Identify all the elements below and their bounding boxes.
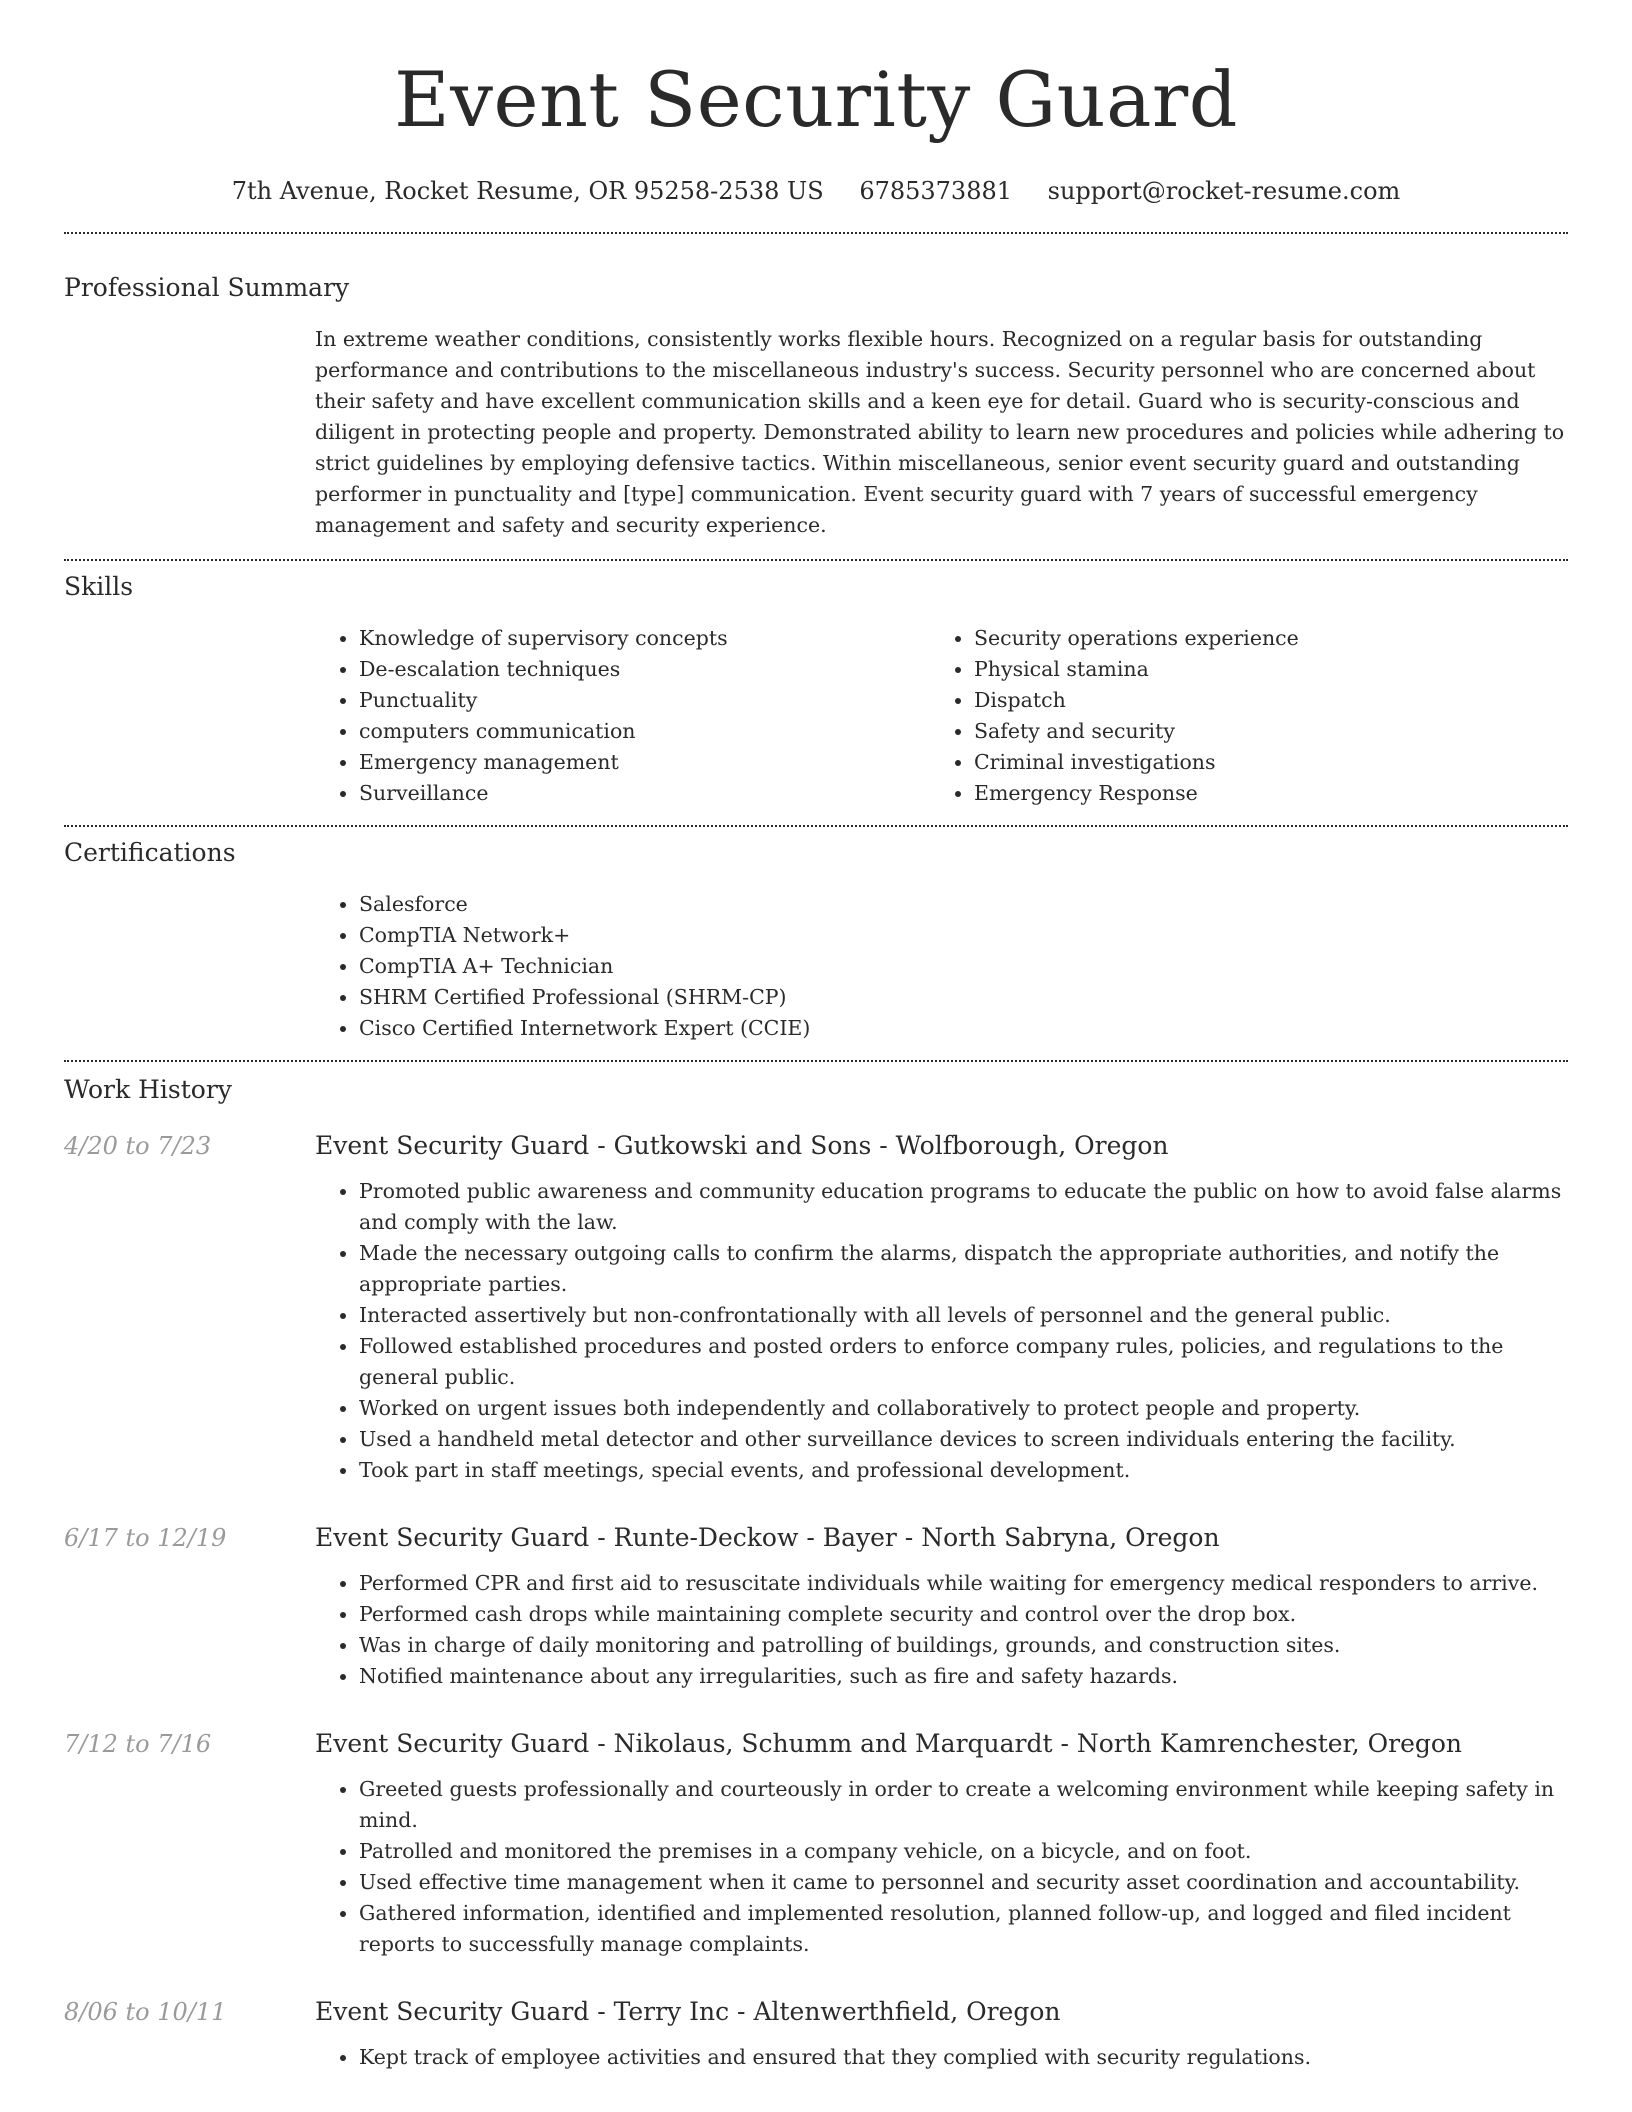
certification-item: • SHRM Certified Professional (SHRM-CP) — [359, 982, 1568, 1013]
job-bullet: • Performed CPR and first aid to resuscitate individuals while waiting for emergency medical responders to arrive. — [359, 1568, 1568, 1599]
skill-item: • Emergency Response — [974, 778, 1545, 809]
job-bullet: • Was in charge of daily monitoring and patrolling of buildings, grounds, and construction sites. — [359, 1630, 1568, 1661]
skills-heading: Skills — [64, 572, 134, 601]
job-date: 4/20 to 7/23 — [64, 1132, 212, 1160]
job-bullet: • Used a handheld metal detector and other surveillance devices to screen individuals entering the facility. — [359, 1424, 1568, 1455]
job-bullet: • Made the necessary outgoing calls to confirm the alarms, dispatch the appropriate authorities, and notify the appropriate parties. — [359, 1238, 1568, 1300]
contact-line — [64, 176, 1568, 206]
job-entry — [64, 1522, 1568, 1692]
resume-name: Event Security Guard — [394, 55, 1238, 144]
skill-item: • Knowledge of supervisory concepts — [359, 623, 930, 654]
job-bullets — [315, 1568, 1568, 1692]
job-bullet: • Patrolled and monitored the premises in a company vehicle, on a bicycle, and on foot. — [359, 1836, 1568, 1867]
job-bullet: • Followed established procedures and posted orders to enforce company rules, policies, and regulations to the general public. — [359, 1331, 1568, 1393]
certification-item: • Cisco Certified Internetwork Expert (CCIE) — [359, 1013, 1568, 1044]
job-title: Event Security Guard - Gutkowski and Sons - Wolfborough, Oregon — [315, 1131, 1169, 1160]
skills-column-left — [315, 623, 930, 809]
job-bullet: • Interacted assertively but non-confrontationally with all levels of personnel and the general public. — [359, 1300, 1568, 1331]
job-title: Event Security Guard - Runte-Deckow - Bayer - North Sabryna, Oregon — [315, 1523, 1220, 1552]
contact-phone: 6785373881 — [859, 177, 1013, 205]
header-divider — [64, 232, 1568, 234]
certifications-heading: Certifications — [64, 838, 236, 867]
job-bullet: • Worked on urgent issues both independently and collaboratively to protect people and property. — [359, 1393, 1568, 1424]
job-bullets — [315, 1774, 1568, 1960]
summary-section — [64, 272, 1568, 541]
skill-item: • Criminal investigations — [974, 747, 1545, 778]
job-bullet: • Promoted public awareness and community education programs to educate the public on how to avoid false alarms and comply with the law. — [359, 1176, 1568, 1238]
summary-heading: Professional Summary — [64, 273, 350, 302]
skill-item: • Surveillance — [359, 778, 930, 809]
skills-section — [64, 571, 1568, 809]
work-history-section — [64, 1074, 1568, 2073]
job-bullet: • Greeted guests professionally and courteously in order to create a welcoming environment while keeping safety in mind. — [359, 1774, 1568, 1836]
skill-item: • Punctuality — [359, 685, 930, 716]
job-title: Event Security Guard - Nikolaus, Schumm and Marquardt - North Kamrenchester, Oregon — [315, 1729, 1463, 1758]
summary-divider — [64, 559, 1568, 561]
job-entry — [64, 1728, 1568, 1960]
job-bullet: • Notified maintenance about any irregularities, such as fire and safety hazards. — [359, 1661, 1568, 1692]
contact-address: 7th Avenue, Rocket Resume, OR 95258-2538 US — [231, 177, 824, 205]
job-bullet: • Performed cash drops while maintaining complete security and control over the drop box. — [359, 1599, 1568, 1630]
skills-column-right — [930, 623, 1545, 809]
certifications-divider — [64, 1060, 1568, 1062]
job-date: 8/06 to 10/11 — [64, 1998, 227, 2026]
job-title: Event Security Guard - Terry Inc - Altenwerthfield, Oregon — [315, 1997, 1061, 2026]
skills-list — [315, 623, 1568, 809]
skills-divider — [64, 825, 1568, 827]
job-entry — [64, 1130, 1568, 1486]
job-bullets — [315, 1176, 1568, 1486]
job-bullet: • Used effective time management when it came to personnel and security asset coordination and accountability. — [359, 1867, 1568, 1898]
skill-item: • Security operations experience — [974, 623, 1545, 654]
job-bullet: • Took part in staff meetings, special events, and professional development. — [359, 1455, 1568, 1486]
certifications-list — [315, 889, 1568, 1044]
job-bullets — [315, 2042, 1568, 2073]
resume-page — [64, 0, 1568, 2073]
certification-item: • Salesforce — [359, 889, 1568, 920]
skill-item: • Emergency management — [359, 747, 930, 778]
job-date: 6/17 to 12/19 — [64, 1524, 227, 1552]
summary-text: In extreme weather conditions, consistently works flexible hours. Recognized on a regular basis for outstanding performance and contributions to the miscellaneous industry's success. Security personnel who are concerned about their safety and have excellent communication skills and a keen eye for detail. Guard who is security-conscious and diligent in protecting people and property. Demonstrated ability to learn new procedures and policies while adhering to strict guidelines by employing defensive tactics. Within miscellaneous, senior event security guard and outstanding performer in punctuality and [type] communication. Event security guard with 7 years of successful emergency management and safety and security experience. — [315, 327, 1565, 537]
certification-item: • CompTIA Network+ — [359, 920, 1568, 951]
job-bullet: • Kept track of employee activities and ensured that they complied with security regulations. — [359, 2042, 1568, 2073]
skill-item: • computers communication — [359, 716, 930, 747]
skill-item: • Dispatch — [974, 685, 1545, 716]
work-history-heading: Work History — [64, 1075, 232, 1104]
job-bullet: • Gathered information, identified and implemented resolution, planned follow-up, and logged and filed incident reports to successfully manage complaints. — [359, 1898, 1568, 1960]
skill-item: • Safety and security — [974, 716, 1545, 747]
skill-item: • De-escalation techniques — [359, 654, 930, 685]
skill-item: • Physical stamina — [974, 654, 1545, 685]
certifications-section — [64, 837, 1568, 1044]
job-date: 7/12 to 7/16 — [64, 1730, 212, 1758]
job-entry — [64, 1996, 1568, 2073]
certification-item: • CompTIA A+ Technician — [359, 951, 1568, 982]
contact-email: support@rocket-resume.com — [1047, 177, 1401, 205]
